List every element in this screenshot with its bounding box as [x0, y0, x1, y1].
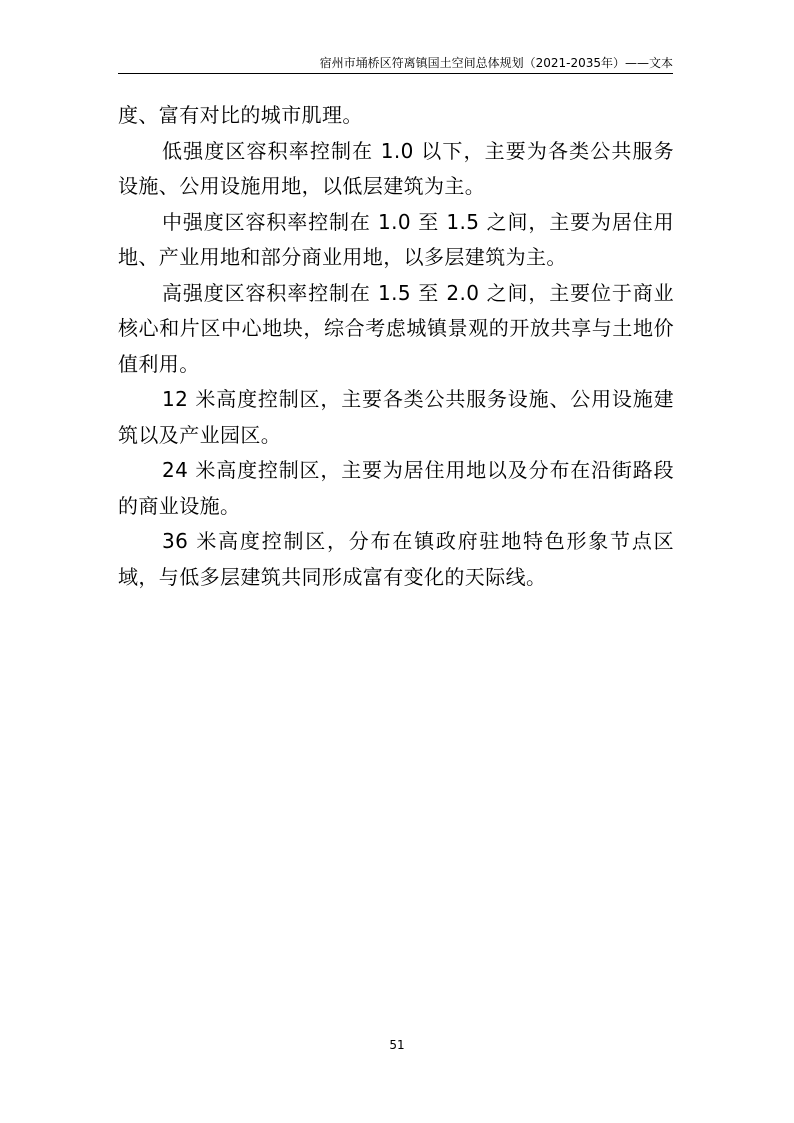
paragraph-24m-height: 24 米高度控制区，主要为居住用地以及分布在沿街路段的商业设施。	[118, 458, 674, 518]
paragraph-medium-intensity: 中强度区容积率控制在 1.0 至 1.5 之间，主要为居住用地、产业用地和部分商业用地，以多层建筑为主。	[118, 209, 674, 269]
body-text	[118, 98, 674, 595]
paragraph-low-intensity: 低强度区容积率控制在 1.0 以下，主要为各类公共服务设施、公用设施用地，以低层建筑为主。	[118, 138, 674, 198]
paragraph-12m-height: 12 米高度控制区，主要各类公共服务设施、公用设施建筑以及产业园区。	[118, 387, 674, 447]
paragraph-36m-height: 36 米高度控制区，分布在镇政府驻地特色形象节点区域，与低多层建筑共同形成富有变化的天际线。	[118, 529, 674, 589]
page-header	[118, 56, 673, 76]
paragraph-high-intensity: 高强度区容积率控制在 1.5 至 2.0 之间，主要位于商业核心和片区中心地块，综合考虑城镇景观的开放共享与土地价值利用。	[118, 280, 674, 376]
paragraph-continuation: 度、富有对比的城市肌理。	[118, 103, 363, 127]
header-rule	[118, 73, 673, 74]
page-number: 51	[389, 1038, 405, 1052]
header-title: 宿州市埇桥区符离镇国土空间总体规划（2021-2035年）——文本	[319, 56, 673, 70]
